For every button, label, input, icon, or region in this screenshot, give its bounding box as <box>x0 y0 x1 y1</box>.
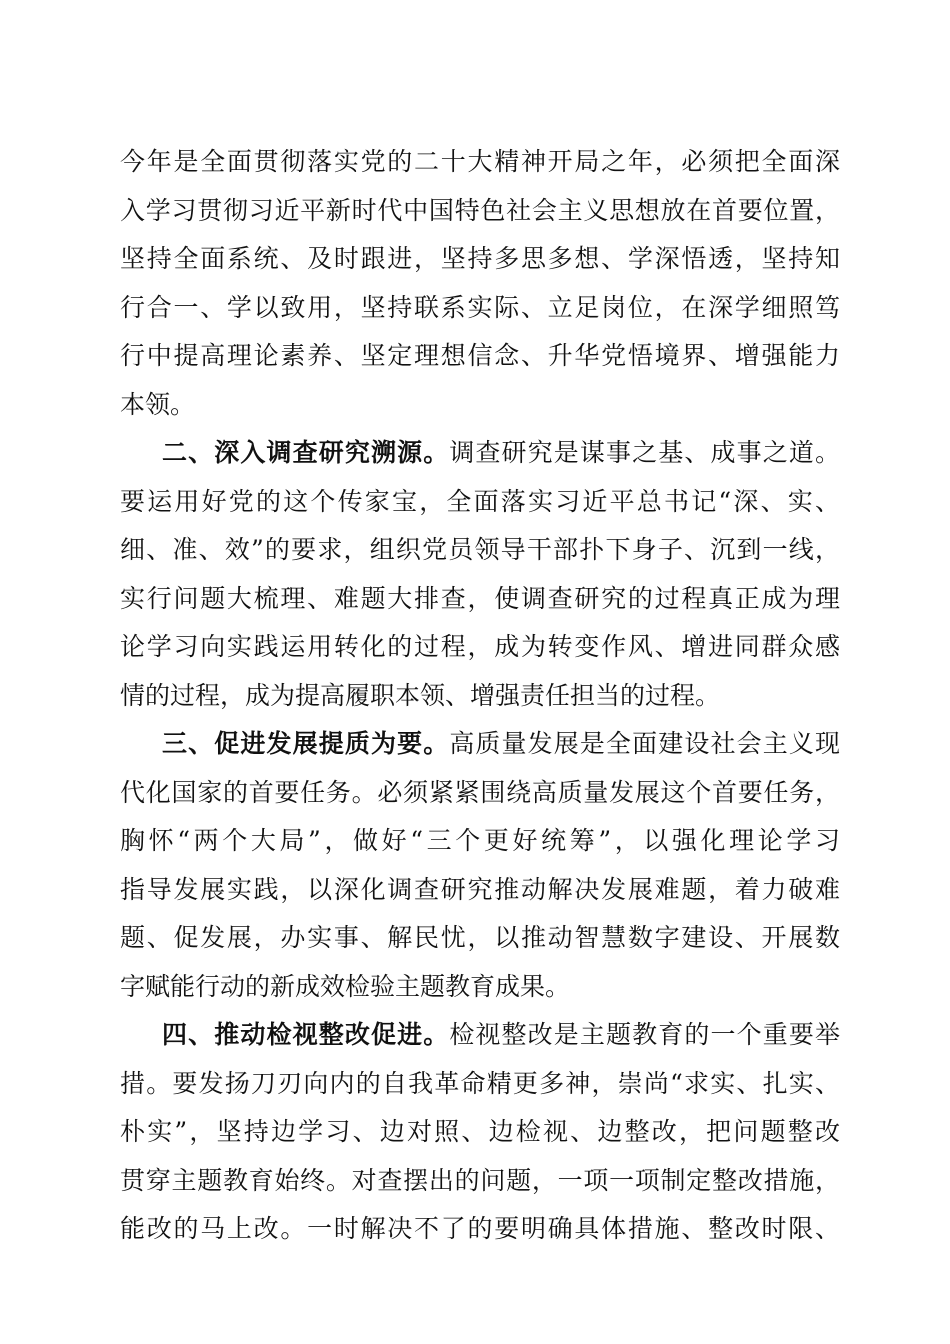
paragraph-first-line <box>120 429 840 478</box>
text-line: 本领。 <box>120 389 196 419</box>
text-line: 要运用好党的这个传家宝，全面落实习近平总书记“深、实、 <box>120 486 840 516</box>
text-line: 行中提高理论素养、坚定理想信念、升华党悟境界、增强能力 <box>120 341 840 370</box>
text-line: 题、促发展，办实事、解民忧，以推动智慧数字建设、开展数 <box>120 923 840 952</box>
paragraph-first-line <box>120 720 840 769</box>
text-line: 行合一、学以致用，坚持联系实际、立足岗位，在深学细照笃 <box>120 292 840 322</box>
text-run: 调查研究是谋事之基、成事之道。 <box>449 438 840 467</box>
paragraph-1 <box>120 138 840 429</box>
paragraph-2 <box>120 429 840 720</box>
text-line: 朴实”，坚持边学习、边对照、边检视、边整改，把问题整改 <box>120 1117 840 1146</box>
text-line: 情的过程，成为提高履职本领、增强责任担当的过程。 <box>120 680 721 710</box>
paragraph-4 <box>120 1011 840 1254</box>
section-heading: 二、深入调查研究溯源。 <box>162 438 450 467</box>
text-line: 能改的马上改。一时解决不了的要明确具体措施、整改时限、 <box>120 1214 840 1243</box>
text-line: 今年是全面贯彻落实党的二十大精神开局之年，必须把全面深 <box>120 147 840 176</box>
document-body <box>120 138 840 1254</box>
text-line: 字赋能行动的新成效检验主题教育成果。 <box>120 971 571 1001</box>
paragraph-3 <box>120 720 840 1011</box>
text-line: 细、准、效”的要求，组织党员领导干部扑下身子、沉到一线， <box>120 535 840 564</box>
section-heading: 三、促进发展提质为要。 <box>162 729 450 758</box>
text-line: 胸怀“两个大局”，做好“三个更好统筹”，以强化理论学习 <box>120 826 840 855</box>
text-line: 论学习向实践运用转化的过程，成为转变作风、增进同群众感 <box>120 632 840 661</box>
text-line: 指导发展实践，以深化调查研究推动解决发展难题，着力破难 <box>120 874 840 904</box>
text-line: 代化国家的首要任务。必须紧紧围绕高质量发展这个首要任务， <box>120 777 840 807</box>
paragraph-first-line <box>120 1011 840 1060</box>
text-line: 贯穿主题教育始终。对查摆出的问题，一项一项制定整改措施， <box>120 1165 840 1195</box>
section-heading: 四、推动检视整改促进。 <box>162 1020 450 1049</box>
text-run: 高质量发展是全面建设社会主义现 <box>449 729 840 758</box>
text-run: 检视整改是主题教育的一个重要举 <box>449 1020 840 1049</box>
text-line: 实行问题大梳理、难题大排查，使调查研究的过程真正成为理 <box>120 583 840 613</box>
text-line: 措。要发扬刀刃向内的自我革命精更多神，崇尚“求实、扎实、 <box>120 1068 840 1098</box>
text-line: 坚持全面系统、及时跟进，坚持多思多想、学深悟透，坚持知 <box>120 244 840 273</box>
text-line: 入学习贯彻习近平新时代中国特色社会主义思想放在首要位置， <box>120 195 840 225</box>
